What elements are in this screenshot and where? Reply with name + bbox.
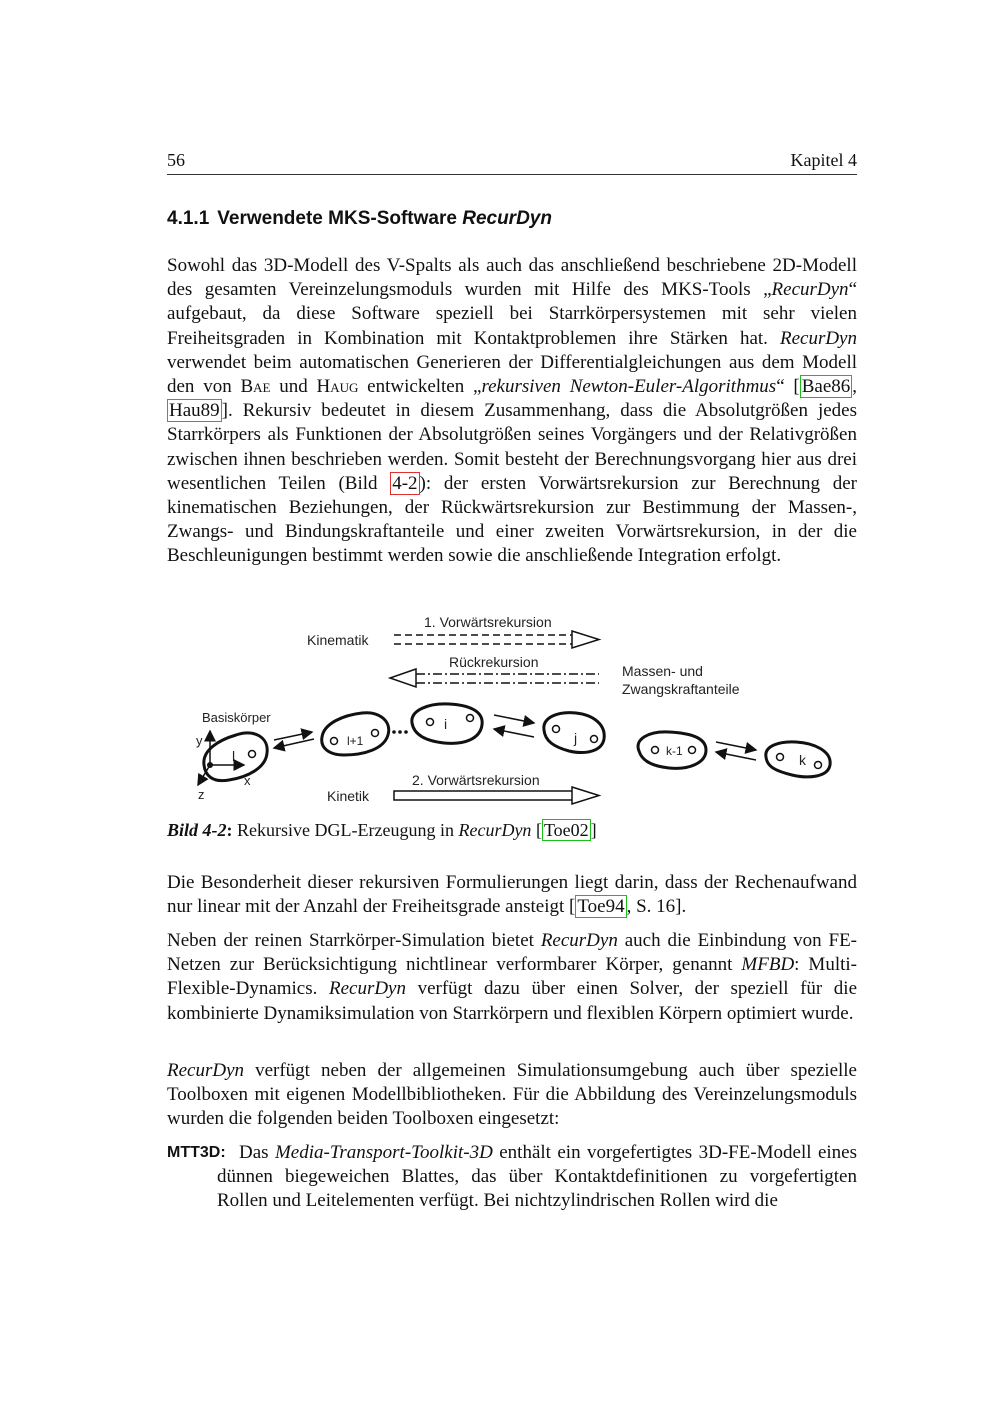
definition-list xyxy=(167,1141,857,1214)
text: entwickelten „ xyxy=(358,376,482,398)
basis-label: Basiskörper xyxy=(202,710,271,725)
forward2-label: 2. Vorwärtsrekursion xyxy=(412,772,540,788)
text: , S. 16]. xyxy=(626,896,687,918)
emph: RecurDyn xyxy=(328,978,406,1000)
citation-link[interactable]: Bae86 xyxy=(801,376,851,398)
definition-text xyxy=(217,1141,857,1214)
caption-emph: RecurDyn xyxy=(458,820,532,840)
body-k xyxy=(766,742,830,777)
author-name: Haug xyxy=(316,376,359,398)
massen-label-1: Massen- und xyxy=(622,663,703,679)
text: und xyxy=(270,376,317,398)
forward1-label: 1. Vorwärtsrekursion xyxy=(424,614,552,630)
emph: Media-Transport-Toolkit-3D xyxy=(274,1142,493,1163)
text: verfügt dazu über einen Solver, der speziell für die kombinierte Dynamiksimulation von Starrkörpern und flexiblen Körpern optimiert wurde. xyxy=(167,978,858,1024)
text: verwendet beim automatischen Generieren der Differentialgleichungen aus dem Modell den von xyxy=(167,351,857,398)
backward-arrow xyxy=(390,669,599,687)
axis-y-label: y xyxy=(196,733,203,748)
body-k1-label: k-1 xyxy=(666,744,683,758)
author-name: Bae xyxy=(240,376,271,398)
text: Das xyxy=(239,1142,275,1163)
caption-text: Rekursive DGL-Erzeugung in xyxy=(232,820,459,840)
paragraph-1 xyxy=(167,254,857,569)
definition-term: MTT3D: xyxy=(167,1144,226,1161)
massen-label-2: Zwangskraftanteile xyxy=(622,681,740,697)
kinetik-label: Kinetik xyxy=(327,788,370,804)
paragraph-2 xyxy=(167,871,857,919)
text: enthält ein vorgefertigtes 3D-FE-Modell eines dünnen biegeweichen Blattes, das über Kontaktdefinitionen zu vorgefertigten Rollen und Leitelementen verfügt. Bei nichtzylindrischen Rollen wird die xyxy=(217,1142,857,1212)
emph: RecurDyn xyxy=(167,1060,245,1081)
text: , xyxy=(852,376,858,398)
text: auch die Einbindung von FE-Netzen zur Berücksichtigung nichtlinear verformbarer Körper, genannt xyxy=(167,930,857,976)
running-header xyxy=(167,150,857,175)
axis-z-label: z xyxy=(198,787,205,802)
section-title: Verwendete MKS-Software xyxy=(217,208,457,229)
text: : Multi-Flexible-Dynamics. xyxy=(167,954,857,1000)
body-l1-label: l+1 xyxy=(347,734,364,748)
text: “ aufgebaut, da diese Software speziell bei Starrkörpersystemen mit sehr vielen Freiheitsgraden in Kombination mit Kontaktproblemen ihre Stärken hat. xyxy=(167,279,857,349)
paragraph-4 xyxy=(167,1059,857,1132)
caption-label: Bild 4-2 xyxy=(167,820,227,840)
body-l xyxy=(204,733,267,781)
text: Die Besonderheit dieser rekursiven Formulierungen liegt darin, dass der Rechenaufwand nur linear mit der Anzahl der Freiheitsgrade ansteigt [ xyxy=(167,872,857,918)
page-number: 56 xyxy=(167,150,185,170)
citation-link[interactable]: Hau89 xyxy=(169,400,220,422)
kinematik-label: Kinematik xyxy=(307,632,369,648)
text: “ [ xyxy=(776,376,800,398)
figure-caption: Bild 4-2: Rekursive DGL-Erzeugung in RecurDyn [ Toe02 ] xyxy=(167,820,597,840)
citation-link[interactable]: Toe02 xyxy=(543,820,589,840)
caption-space xyxy=(531,820,536,840)
paragraph-3 xyxy=(167,929,857,1026)
body-j-label: j xyxy=(574,730,578,746)
body-i-label: i xyxy=(444,716,448,732)
emph: RecurDyn xyxy=(779,327,857,349)
chapter-label: Kapitel 4 xyxy=(790,150,857,170)
emph: MFBD xyxy=(741,954,795,976)
backward-label: Rückrekursion xyxy=(449,654,539,670)
text: ]. Rekursiv bedeutet in diesem Zusammenhang, dass die Absolutgrößen jedes Starrkörpers als Funktionen der Absolutgrößen seines Vorgängers und der Relativgrößen zwischen ihnen beschrieben werden. Somit besteht der Berechnungsvorgang hier aus drei wesentlichen Teilen (Bild xyxy=(167,400,857,494)
text: Neben der reinen Starrkörper-Simulation bietet xyxy=(167,930,541,951)
body-l-label: l xyxy=(232,748,236,764)
emph: RecurDyn xyxy=(540,930,618,951)
citation-link[interactable]: Toe94 xyxy=(577,896,625,918)
section-heading xyxy=(167,208,552,230)
section-number: 4.1.1 xyxy=(167,208,210,229)
recursion-figure xyxy=(194,605,844,810)
forward2-arrow xyxy=(394,787,599,804)
figure-ref-link[interactable]: 4-2 xyxy=(392,472,418,494)
text: verfügt neben der allgemeinen Simulationsumgebung auch über spezielle Toolboxen mit eigenen Modellbibliotheken. Für die Abbildung des Vereinzelungsmoduls wurden die folgenden beiden Toolboxen eingesetzt: xyxy=(167,1060,857,1130)
body-k-label: k xyxy=(799,752,806,768)
forward1-arrow xyxy=(394,631,599,648)
text: ): der ersten Vorwärtsrekursion zur Berechnung der kinematischen Beziehungen, der Rückwärtsrekursion zur Bestimmung der Massen-, Zwangs- und Bindungskraftanteile und einer zweiten Vorwärtsrekursion, in der die Beschleunigungen bestimmt werden sowie die anschließende Integration erfolgt. xyxy=(167,472,857,567)
section-title-emph: RecurDyn xyxy=(462,208,552,229)
axis-x-label: x xyxy=(244,773,251,788)
text: Sowohl das 3D-Modell des V-Spalts als auch das anschließend beschriebene 2D-Modell des gesamten Vereinzelungsmoduls wurden mit Hilfe des MKS-Tools „ xyxy=(167,255,857,301)
emph: RecurDyn xyxy=(771,279,849,301)
caption-colon: : xyxy=(226,820,233,840)
emph: rekursiven Newton-Euler-Algorithmus xyxy=(481,376,777,398)
